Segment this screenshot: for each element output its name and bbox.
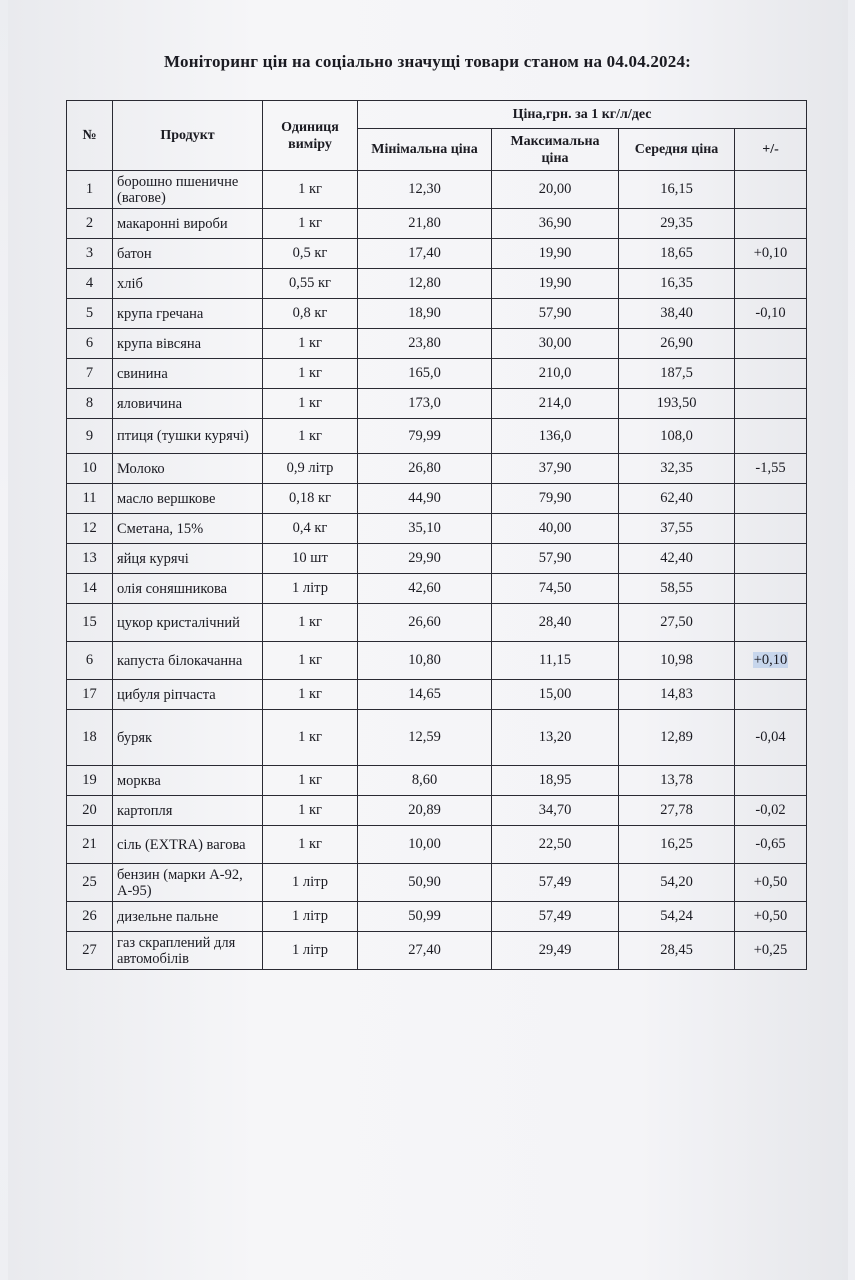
avg-price-cell: 26,90	[619, 329, 735, 359]
table-row	[67, 171, 807, 209]
header-product: Продукт	[113, 101, 263, 171]
product-name: олія соняшникова	[113, 574, 263, 604]
table-row	[67, 484, 807, 514]
min-price-cell: 8,60	[358, 766, 492, 796]
avg-price-cell: 37,55	[619, 514, 735, 544]
avg-price-cell: 32,35	[619, 454, 735, 484]
product-name: птиця (тушки курячі)	[113, 419, 263, 454]
avg-price-cell: 108,0	[619, 419, 735, 454]
diff-cell	[735, 269, 807, 299]
product-name: масло вершкове	[113, 484, 263, 514]
max-price-cell: 28,40	[492, 604, 619, 642]
min-price-cell: 79,99	[358, 419, 492, 454]
diff-cell	[735, 209, 807, 239]
min-price-cell: 42,60	[358, 574, 492, 604]
row-number: 20	[67, 796, 113, 826]
diff-cell	[735, 329, 807, 359]
unit-cell: 0,9 літр	[263, 454, 358, 484]
avg-price-cell: 27,78	[619, 796, 735, 826]
diff-cell	[735, 389, 807, 419]
min-price-cell: 50,99	[358, 902, 492, 932]
table-row	[67, 604, 807, 642]
min-price-cell: 26,60	[358, 604, 492, 642]
unit-cell: 1 кг	[263, 359, 358, 389]
diff-cell	[735, 514, 807, 544]
row-number: 14	[67, 574, 113, 604]
row-number: 21	[67, 826, 113, 864]
avg-price-cell: 42,40	[619, 544, 735, 574]
min-price-cell: 20,89	[358, 796, 492, 826]
product-name: капуста білокачанна	[113, 642, 263, 680]
avg-price-cell: 16,25	[619, 826, 735, 864]
diff-cell: +0,50	[735, 864, 807, 902]
table-row	[67, 514, 807, 544]
header-min-price: Мінімальна ціна	[358, 129, 492, 171]
max-price-cell: 74,50	[492, 574, 619, 604]
unit-cell: 1 кг	[263, 604, 358, 642]
diff-cell	[735, 419, 807, 454]
unit-cell: 1 кг	[263, 710, 358, 766]
min-price-cell: 35,10	[358, 514, 492, 544]
min-price-cell: 18,90	[358, 299, 492, 329]
min-price-cell: 27,40	[358, 932, 492, 970]
max-price-cell: 57,90	[492, 544, 619, 574]
row-number: 11	[67, 484, 113, 514]
product-name: цибуля ріпчаста	[113, 680, 263, 710]
min-price-cell: 12,80	[358, 269, 492, 299]
row-number: 2	[67, 209, 113, 239]
table-row	[67, 359, 807, 389]
unit-cell: 0,5 кг	[263, 239, 358, 269]
avg-price-cell: 29,35	[619, 209, 735, 239]
product-name: крупа вівсяна	[113, 329, 263, 359]
header-unit: Одиниця виміру	[263, 101, 358, 171]
unit-cell: 1 кг	[263, 796, 358, 826]
diff-cell: +0,50	[735, 902, 807, 932]
max-price-cell: 20,00	[492, 171, 619, 209]
unit-cell: 0,18 кг	[263, 484, 358, 514]
max-price-cell: 214,0	[492, 389, 619, 419]
product-name: морква	[113, 766, 263, 796]
table-row	[67, 766, 807, 796]
table-row	[67, 389, 807, 419]
row-number: 17	[67, 680, 113, 710]
avg-price-cell: 27,50	[619, 604, 735, 642]
avg-price-cell: 193,50	[619, 389, 735, 419]
table-row	[67, 544, 807, 574]
max-price-cell: 22,50	[492, 826, 619, 864]
diff-cell: -1,55	[735, 454, 807, 484]
max-price-cell: 34,70	[492, 796, 619, 826]
highlighted-diff: +0,10	[753, 652, 788, 668]
row-number: 19	[67, 766, 113, 796]
min-price-cell: 17,40	[358, 239, 492, 269]
row-number: 8	[67, 389, 113, 419]
row-number: 15	[67, 604, 113, 642]
product-name: Сметана, 15%	[113, 514, 263, 544]
row-number: 6	[67, 329, 113, 359]
avg-price-cell: 62,40	[619, 484, 735, 514]
unit-cell: 1 кг	[263, 329, 358, 359]
product-name: макаронні вироби	[113, 209, 263, 239]
min-price-cell: 10,00	[358, 826, 492, 864]
table-row	[67, 209, 807, 239]
unit-cell: 1 кг	[263, 642, 358, 680]
diff-cell: +0,25	[735, 932, 807, 970]
unit-cell: 1 кг	[263, 826, 358, 864]
min-price-cell: 14,65	[358, 680, 492, 710]
row-number: 1	[67, 171, 113, 209]
avg-price-cell: 12,89	[619, 710, 735, 766]
row-number: 13	[67, 544, 113, 574]
max-price-cell: 136,0	[492, 419, 619, 454]
table-row	[67, 419, 807, 454]
diff-cell	[735, 359, 807, 389]
avg-price-cell: 28,45	[619, 932, 735, 970]
unit-cell: 1 кг	[263, 209, 358, 239]
diff-cell	[735, 642, 807, 680]
unit-cell: 1 літр	[263, 932, 358, 970]
row-number: 7	[67, 359, 113, 389]
header-diff: +/-	[735, 129, 807, 171]
avg-price-cell: 54,24	[619, 902, 735, 932]
min-price-cell: 50,90	[358, 864, 492, 902]
row-number: 3	[67, 239, 113, 269]
diff-cell	[735, 680, 807, 710]
table-row	[67, 932, 807, 970]
max-price-cell: 37,90	[492, 454, 619, 484]
diff-cell	[735, 604, 807, 642]
diff-cell	[735, 574, 807, 604]
avg-price-cell: 187,5	[619, 359, 735, 389]
table-row	[67, 864, 807, 902]
table-row	[67, 269, 807, 299]
max-price-cell: 11,15	[492, 642, 619, 680]
header-max-price: Максимальна ціна	[492, 129, 619, 171]
row-number: 4	[67, 269, 113, 299]
unit-cell: 1 літр	[263, 574, 358, 604]
product-name: борошно пшеничне (вагове)	[113, 171, 263, 209]
product-name: дизельне пальне	[113, 902, 263, 932]
product-name: буряк	[113, 710, 263, 766]
diff-cell: -0,02	[735, 796, 807, 826]
diff-cell	[735, 171, 807, 209]
diff-cell: -0,65	[735, 826, 807, 864]
product-name: цукор кристалічний	[113, 604, 263, 642]
header-number: №	[67, 101, 113, 171]
table-body	[67, 171, 807, 970]
row-number: 6	[67, 642, 113, 680]
avg-price-cell: 58,55	[619, 574, 735, 604]
header-price-group: Ціна,грн. за 1 кг/л/дес	[358, 101, 807, 129]
diff-cell: -0,10	[735, 299, 807, 329]
avg-price-cell: 16,15	[619, 171, 735, 209]
table-row	[67, 574, 807, 604]
row-number: 26	[67, 902, 113, 932]
diff-cell	[735, 544, 807, 574]
table-row	[67, 902, 807, 932]
unit-cell: 1 кг	[263, 419, 358, 454]
max-price-cell: 18,95	[492, 766, 619, 796]
row-number: 18	[67, 710, 113, 766]
document-title: Моніторинг цін на соціально значущі товари станом на 04.04.2024:	[163, 52, 692, 71]
avg-price-cell: 18,65	[619, 239, 735, 269]
max-price-cell: 210,0	[492, 359, 619, 389]
table-row	[67, 329, 807, 359]
unit-cell: 0,4 кг	[263, 514, 358, 544]
diff-cell: -0,04	[735, 710, 807, 766]
unit-cell: 1 літр	[263, 864, 358, 902]
max-price-cell: 79,90	[492, 484, 619, 514]
row-number: 12	[67, 514, 113, 544]
diff-cell	[735, 484, 807, 514]
avg-price-cell: 16,35	[619, 269, 735, 299]
table-row	[67, 710, 807, 766]
row-number: 5	[67, 299, 113, 329]
table-row	[67, 796, 807, 826]
product-name: хліб	[113, 269, 263, 299]
unit-cell: 1 літр	[263, 902, 358, 932]
table-row	[67, 826, 807, 864]
max-price-cell: 13,20	[492, 710, 619, 766]
row-number: 27	[67, 932, 113, 970]
max-price-cell: 57,49	[492, 864, 619, 902]
product-name: бензин (марки А-92, А-95)	[113, 864, 263, 902]
avg-price-cell: 13,78	[619, 766, 735, 796]
max-price-cell: 30,00	[492, 329, 619, 359]
product-name: газ скраплений для автомобілів	[113, 932, 263, 970]
max-price-cell: 29,49	[492, 932, 619, 970]
table-row	[67, 239, 807, 269]
min-price-cell: 12,59	[358, 710, 492, 766]
min-price-cell: 23,80	[358, 329, 492, 359]
unit-cell: 0,55 кг	[263, 269, 358, 299]
unit-cell: 10 шт	[263, 544, 358, 574]
unit-cell: 0,8 кг	[263, 299, 358, 329]
min-price-cell: 12,30	[358, 171, 492, 209]
max-price-cell: 36,90	[492, 209, 619, 239]
header-avg-price: Середня ціна	[619, 129, 735, 171]
unit-cell: 1 кг	[263, 171, 358, 209]
max-price-cell: 19,90	[492, 269, 619, 299]
product-name: Молоко	[113, 454, 263, 484]
product-name: батон	[113, 239, 263, 269]
row-number: 9	[67, 419, 113, 454]
max-price-cell: 15,00	[492, 680, 619, 710]
unit-cell: 1 кг	[263, 389, 358, 419]
min-price-cell: 44,90	[358, 484, 492, 514]
product-name: яловичина	[113, 389, 263, 419]
max-price-cell: 40,00	[492, 514, 619, 544]
product-name: яйця курячі	[113, 544, 263, 574]
product-name: картопля	[113, 796, 263, 826]
avg-price-cell: 10,98	[619, 642, 735, 680]
table-row	[67, 299, 807, 329]
max-price-cell: 57,49	[492, 902, 619, 932]
unit-cell: 1 кг	[263, 680, 358, 710]
diff-cell: +0,10	[735, 239, 807, 269]
unit-cell: 1 кг	[263, 766, 358, 796]
avg-price-cell: 14,83	[619, 680, 735, 710]
table-row	[67, 642, 807, 680]
table-row	[67, 454, 807, 484]
product-name: свинина	[113, 359, 263, 389]
diff-cell	[735, 766, 807, 796]
row-number: 10	[67, 454, 113, 484]
table-row	[67, 680, 807, 710]
min-price-cell: 21,80	[358, 209, 492, 239]
min-price-cell: 26,80	[358, 454, 492, 484]
avg-price-cell: 54,20	[619, 864, 735, 902]
max-price-cell: 57,90	[492, 299, 619, 329]
avg-price-cell: 38,40	[619, 299, 735, 329]
product-name: сіль (EXTRA) вагова	[113, 826, 263, 864]
min-price-cell: 10,80	[358, 642, 492, 680]
min-price-cell: 165,0	[358, 359, 492, 389]
product-name: крупа гречана	[113, 299, 263, 329]
max-price-cell: 19,90	[492, 239, 619, 269]
min-price-cell: 29,90	[358, 544, 492, 574]
row-number: 25	[67, 864, 113, 902]
min-price-cell: 173,0	[358, 389, 492, 419]
price-table	[66, 100, 807, 970]
